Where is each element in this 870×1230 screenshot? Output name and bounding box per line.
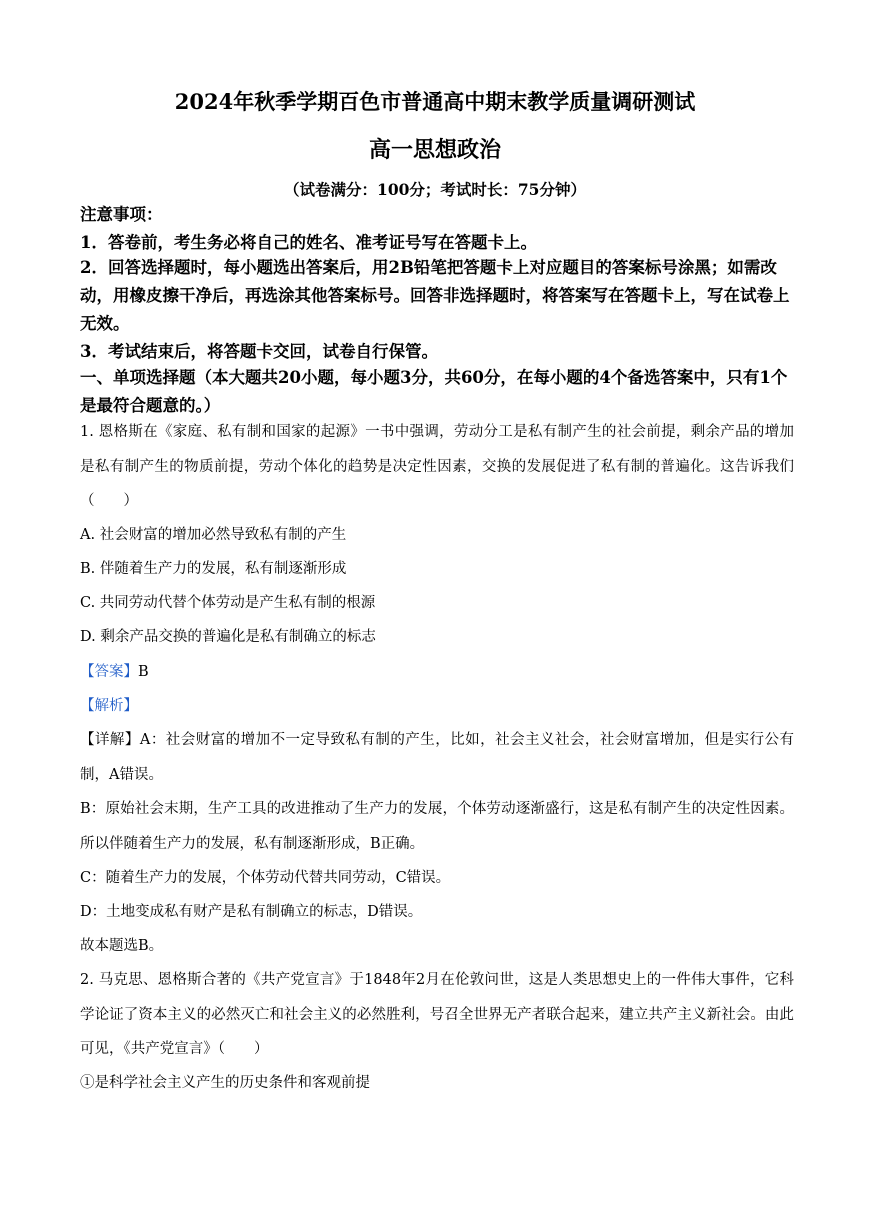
question-2-item-1: ①是科学社会主义产生的历史条件和客观前提 bbox=[80, 1075, 370, 1091]
question-1-answer bbox=[80, 655, 794, 690]
subject-title: 高一思想政治 bbox=[368, 137, 501, 163]
exam-meta: （试卷满分：100分；考试时长：75分钟） bbox=[284, 180, 586, 199]
exam-title: 2024年秋季学期百色市普通高中期末教学质量调研测试 bbox=[174, 89, 696, 114]
detail-label: 【详解】 bbox=[80, 732, 140, 748]
question-1-option-c: C. 共同劳动代替个体劳动是产生私有制的根源 bbox=[80, 595, 376, 611]
section-1-heading: 一、单项选择题（本大题共20小题，每小题3分，共60分，在每小题的4个备选答案中，只有1个是最符合题意的。） bbox=[80, 368, 788, 415]
question-1-detail-d: D：土地变成私有财产是私有制确立的标志，D错误。 bbox=[80, 904, 423, 920]
answer-label: 【答案】 bbox=[80, 664, 138, 680]
analysis-label: 【解析】 bbox=[80, 698, 138, 714]
question-1-conclusion: 故本题选B。 bbox=[80, 938, 164, 954]
question-1-detail-c: C：随着生产力的发展，个体劳动代替共同劳动，C错误。 bbox=[80, 870, 451, 886]
question-1-detail-b: B：原始社会末期，生产工具的改进推动了生产力的发展，个体劳动逐渐盛行，这是私有制产生的决定性因素。所以伴随着生产力的发展，私有制逐渐形成，B正确。 bbox=[80, 801, 794, 852]
question-1-analysis bbox=[80, 689, 794, 724]
notice-item-2: 2．回答选择题时，每小题选出答案后，用2B铅笔把答题卡上对应题目的答案标号涂黑；如需改动，用橡皮擦干净后，再选涂其他答案标号。回答非选择题时，将答案写在答题卡上，写在试卷上无效。 bbox=[80, 258, 790, 333]
notice-item-3: 3．考试结束后，将答题卡交回，试卷自行保管。 bbox=[80, 342, 438, 361]
question-1-detail-a bbox=[80, 723, 794, 792]
notice-heading: 注意事项： bbox=[80, 205, 163, 224]
question-1-option-b: B. 伴随着生产力的发展，私有制逐渐形成 bbox=[80, 561, 347, 577]
answer-value: B bbox=[138, 664, 149, 680]
question-1-stem: 1. 恩格斯在《家庭、私有制和国家的起源》一书中强调，劳动分工是私有制产生的社会前提，剩余产品的增加是私有制产生的物质前提，劳动个体化的趋势是决定性因素，交换的发展促进了私有制的普遍化。这告诉我们（ ） bbox=[80, 424, 794, 509]
notice-item-1: 1．答卷前，考生务必将自己的姓名、准考证号写在答题卡上。 bbox=[80, 233, 537, 252]
detail-a-text: A：社会财富的增加不一定导致私有制的产生，比如，社会主义社会，社会财富增加，但是实行公有制，A错误。 bbox=[80, 732, 794, 783]
question-1-option-a: A. 社会财富的增加必然导致私有制的产生 bbox=[80, 527, 347, 543]
question-2-stem: 2. 马克思、恩格斯合著的《共产党宣言》于1848年2月在伦敦问世，这是人类思想史上的一件伟大事件，它科学论证了资本主义的必然灭亡和社会主义的必然胜利，号召全世界无产者联合起来，建立共产主义新社会。由此可见，《共产党宣言》（ ） bbox=[80, 972, 794, 1057]
question-1-option-d: D. 剩余产品交换的普遍化是私有制确立的标志 bbox=[80, 629, 376, 645]
